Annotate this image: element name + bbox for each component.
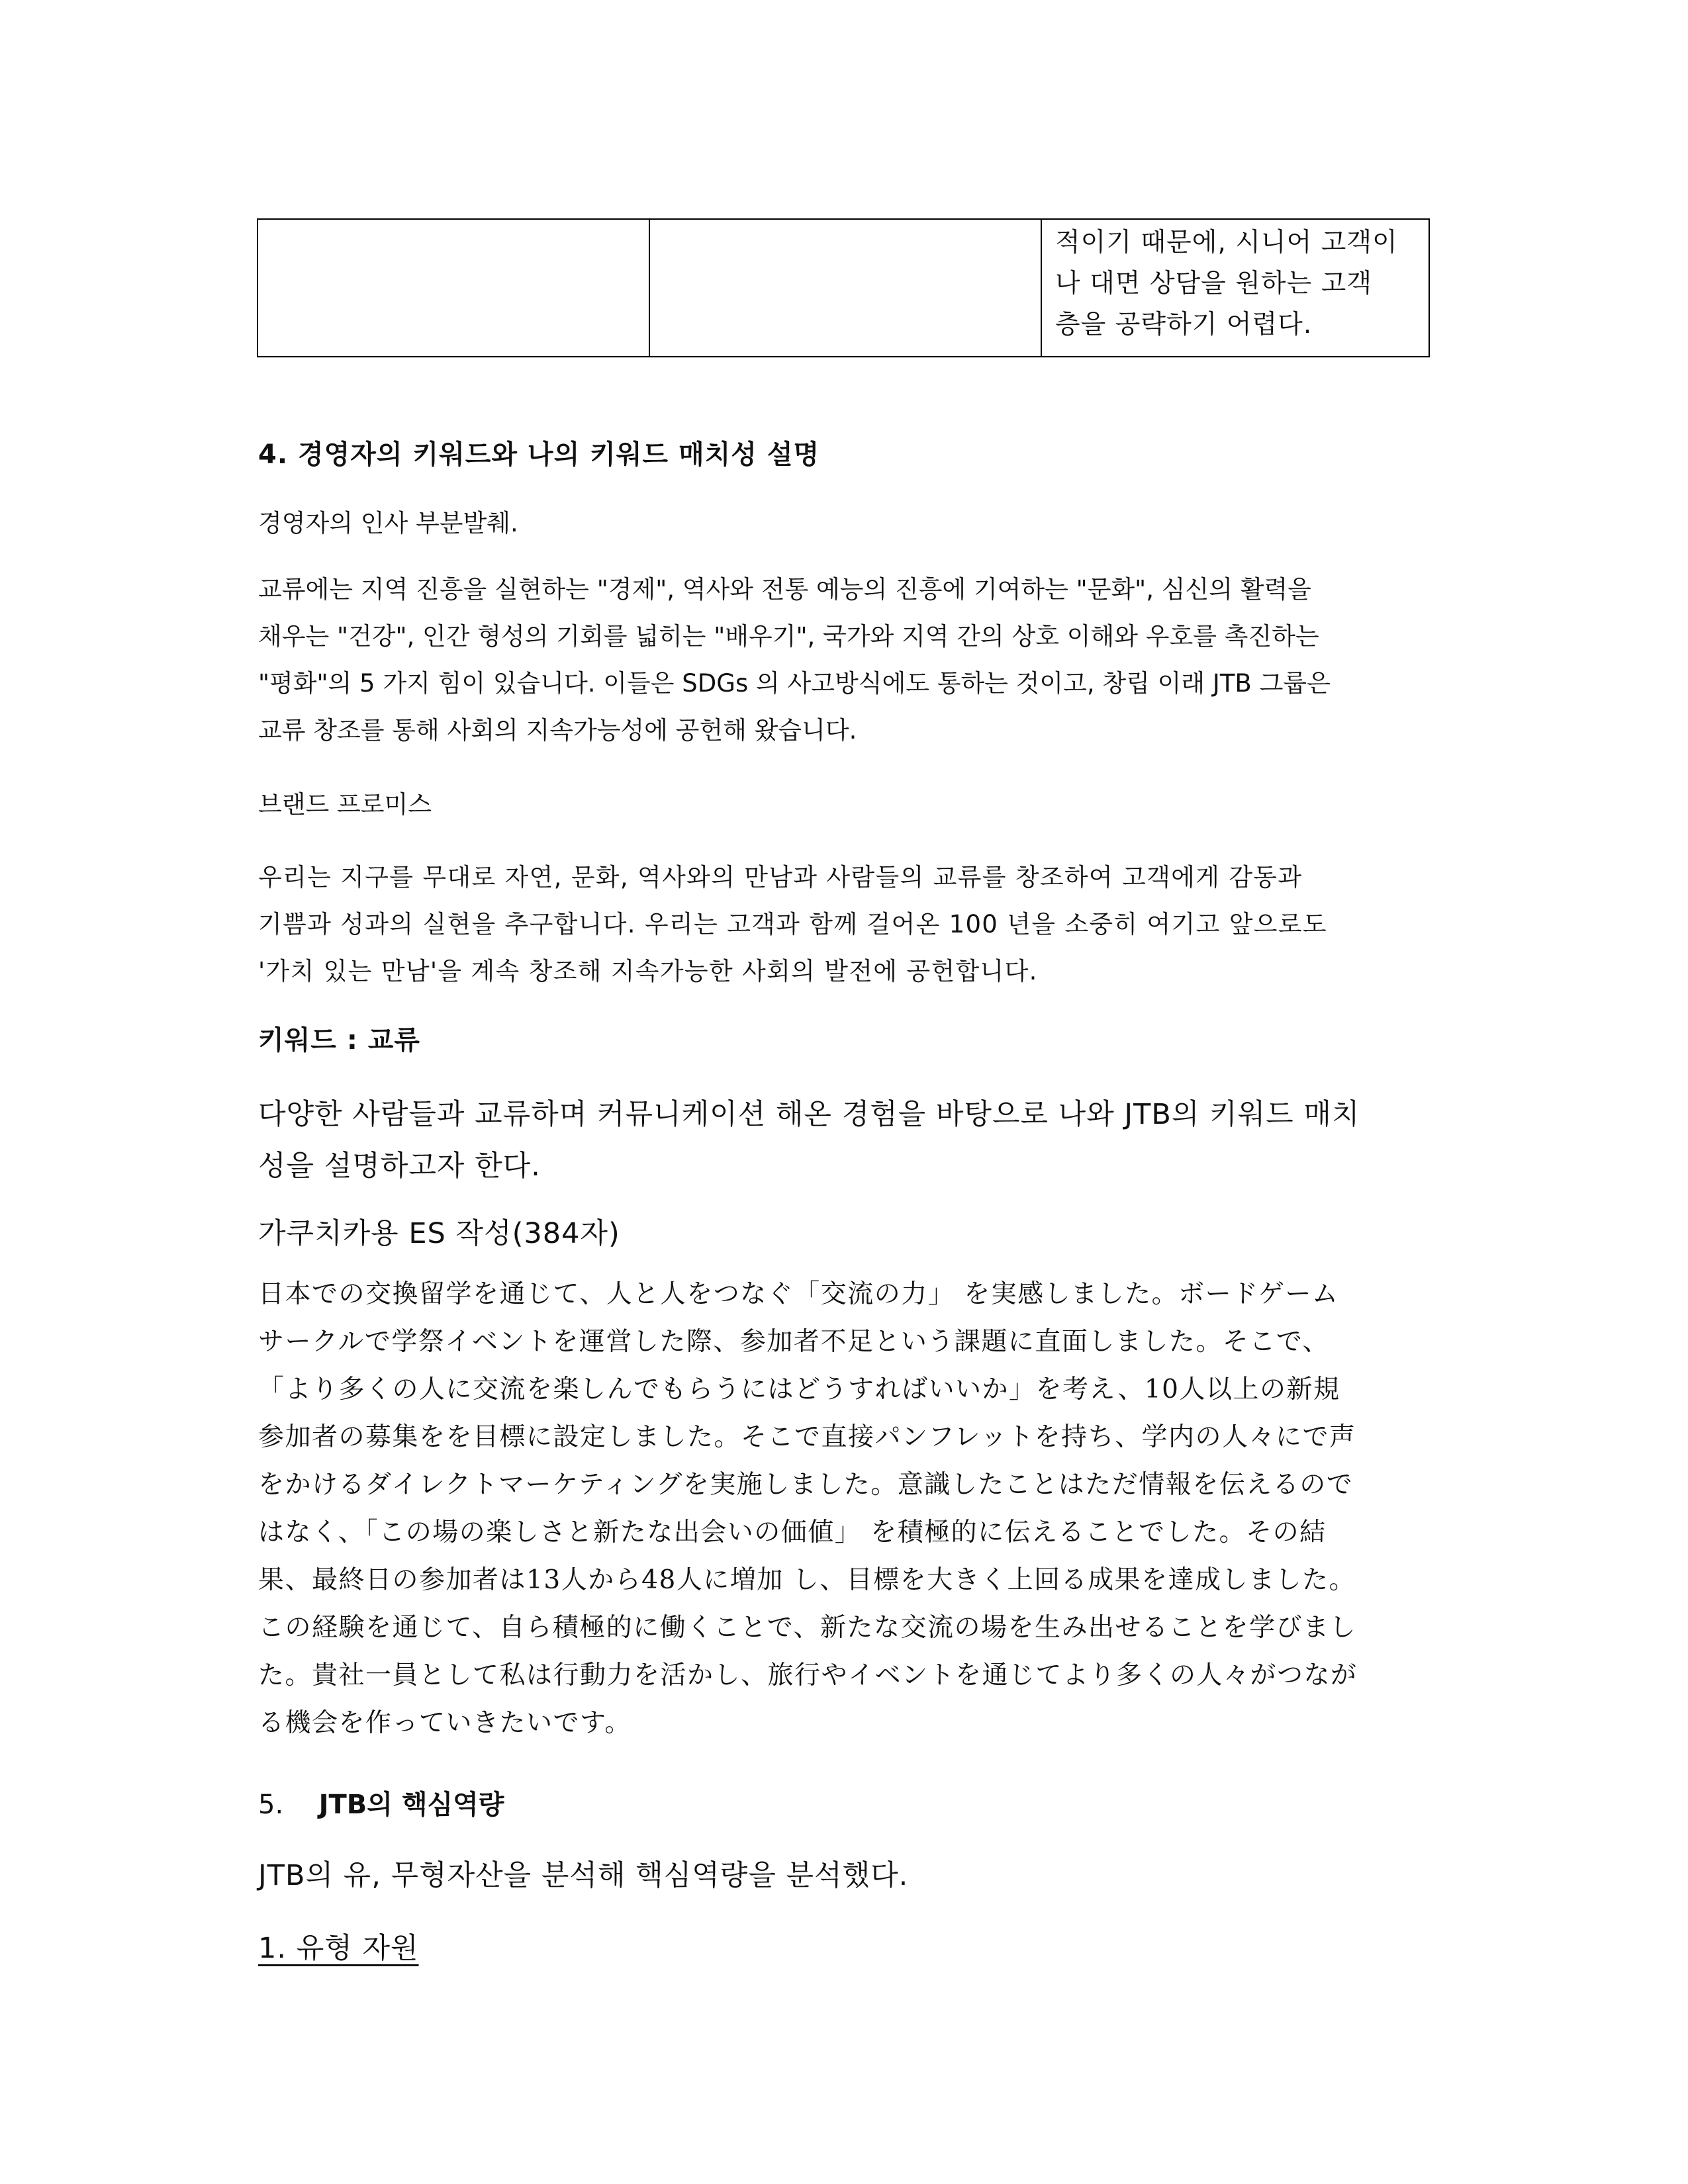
- table-cell-line: 나 대면 상담을 원하는 고객: [1055, 269, 1373, 298]
- keyword-heading: 키워드 : 교류: [258, 1025, 421, 1056]
- brand-promise-label: 브랜드 프로미스: [258, 790, 432, 819]
- paragraph-line: 「より多くの人に交流を楽しんでもらうにはどうすればいいか」を考え、10人以上の新規: [258, 1375, 1340, 1404]
- table-row: [258, 219, 1429, 357]
- section-5-intro: JTB의 유, 무형자산을 분석해 핵심역량을 분석했다.: [258, 1859, 909, 1892]
- section-5-heading: [258, 1784, 1433, 1821]
- paragraph-line: 교류에는 지역 진흥을 실현하는 "경제", 역사와 전통 예능의 진흥에 기여하는 "문화", 심신의 활력을: [258, 575, 1311, 604]
- paragraph-line: る機会を作っていきたいです。: [258, 1708, 632, 1738]
- paragraph-line: 성을 설명하고자 한다.: [258, 1150, 541, 1183]
- paragraph-line: 日本での交換留学を通じて、人と人をつなぐ「交流の力」 を実感しました。ボードゲーム: [258, 1279, 1339, 1309]
- section-5-number: 5.: [258, 1790, 284, 1820]
- table-cell-line: 층을 공략하기 어렵다.: [1055, 310, 1313, 340]
- paragraph-line: 다양한 사람들과 교류하며 커뮤니케이션 해온 경험을 바탕으로 나와 JTB의 키워드 매치: [258, 1098, 1360, 1131]
- paragraph-line: をかけるダイレクトマーケティングを実施しました。意識したことはただ情報を伝えるので: [258, 1470, 1354, 1500]
- paragraph-line: た。貴社一員として私は行動力を活かし、旅行やイベントを通じてより多くの人々がつなが: [258, 1661, 1358, 1690]
- brand-promise-paragraph: [258, 854, 1433, 995]
- section-5-title: JTB의 핵심역량: [318, 1790, 504, 1820]
- paragraph-line: 우리는 지구를 무대로 자연, 문화, 역사와의 만남과 사람들의 교류를 창조하여 고객에게 감동과: [258, 863, 1303, 891]
- paragraph-line: 기쁨과 성과의 실현을 추구합니다. 우리는 고객과 함께 걸어온 100 년을 소중히 여기고 앞으로도: [258, 910, 1327, 938]
- tangible-resources-heading: [258, 1926, 1433, 1966]
- paragraph-line: 교류 창조를 통해 사회의 지속가능성에 공헌해 왔습니다.: [258, 716, 857, 745]
- paragraph-line: 채우는 "건강", 인간 형성의 기회를 넓히는 "배우기", 국가와 지역 간의 상호 이해와 우호를 촉진하는: [258, 622, 1319, 651]
- greeting-label: 경영자의 인사 부분발췌.: [258, 509, 518, 537]
- paragraph-line: '가치 있는 만남'을 계속 창조해 지속가능한 사회의 발전에 공헌합니다.: [258, 957, 1038, 985]
- es-label: 가쿠치카용 ES 작성(384자): [258, 1217, 620, 1250]
- keyword-match-paragraph: [258, 1089, 1433, 1192]
- greeting-paragraph: [258, 566, 1433, 754]
- table-cell-empty-2: [649, 219, 1041, 357]
- paragraph-line: はなく、「この場の楽しさと新たな出会いの価値」 を積極的に伝えることでした。その結: [258, 1518, 1327, 1547]
- paragraph-line: 果、最終日の参加者は13人から48人に増加 し、目標を大きく上回る成果を達成しました。: [258, 1565, 1356, 1595]
- section-4-heading: 4. 경영자의 키워드와 나의 키워드 매치성 설명: [258, 439, 820, 470]
- paragraph-line: サークルで学祭イベントを運営した際、参加者不足という課題に直面しました。そこで、: [258, 1327, 1330, 1357]
- table-cell-text: [1041, 219, 1429, 357]
- es-japanese-text: [258, 1271, 1433, 1747]
- table-cell-line: 적이기 때문에, 시니어 고객이: [1055, 228, 1398, 257]
- paragraph-line: この経験を通じて、自ら積極的に働くことで、新たな交流の場を生み出せることを学びまし: [258, 1613, 1356, 1643]
- continued-table: [257, 218, 1430, 357]
- table-cell-empty-1: [258, 219, 649, 357]
- paragraph-line: 参加者の募集をを目標に設定しました。そこで直接パンフレットを持ち、学内の人々にで声: [258, 1422, 1356, 1452]
- paragraph-line: "평화"의 5 가지 힘이 있습니다. 이들은 SDGs 의 사고방식에도 통하는 것이고, 창립 이래 JTB 그룹은: [258, 669, 1331, 698]
- tangible-resources-title: 1. 유형 자원: [258, 1932, 419, 1965]
